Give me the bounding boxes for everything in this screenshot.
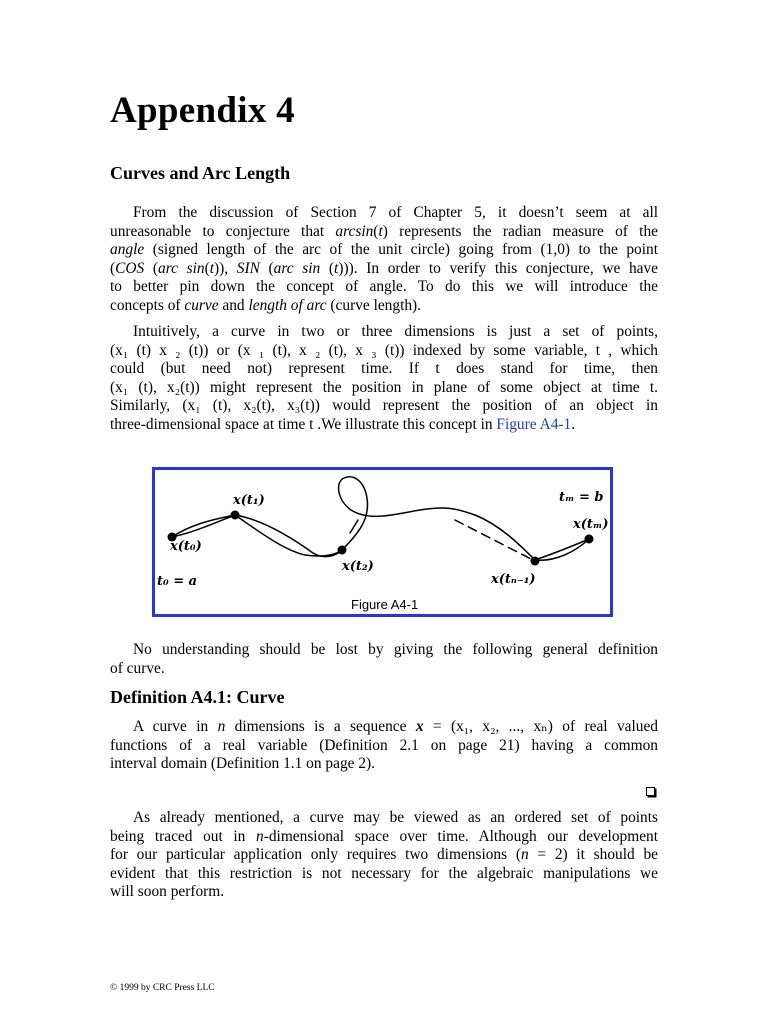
label-x-tm: x(tₘ)	[573, 517, 609, 532]
curve-segment	[350, 520, 358, 533]
text-line: being traced out in n-dimensional space over time. Although our development	[110, 827, 658, 845]
curve-segment	[235, 515, 342, 557]
label-x-t2: x(t₂)	[342, 559, 374, 574]
curve-segment	[235, 515, 342, 556]
paragraph-mentioned	[110, 809, 658, 902]
curve-diagram	[155, 470, 610, 614]
text-line: Similarly, (x₁ (t), x₂(t), x₃(t)) would represent the position of an object in	[110, 397, 658, 414]
text-line: (x₁ (t), x₂(t)) might represent the position in plane of some object at time t.	[110, 378, 658, 396]
label-x-t1: x(t₁)	[233, 493, 265, 508]
text-line: interval domain (Definition 1.1 on page 2).	[110, 755, 375, 772]
curve-segment	[475, 515, 535, 560]
curve-point	[231, 511, 240, 520]
text-line: angle (signed length of the arc of the unit circle) going from (1,0) to the point	[110, 241, 658, 258]
end-of-definition-box	[646, 787, 655, 796]
figure-a4-1	[152, 467, 613, 617]
definition-heading: Definition A4.1: Curve	[110, 687, 285, 707]
text-line: (x₁ (t) x ₂ (t)) or (x ₁ (t), x ₂ (t), x ₃ (t)) indexed by some variable, t , which	[110, 341, 658, 359]
text-line: will soon perform.	[110, 883, 225, 900]
figure-link[interactable]: Figure A4-1	[496, 415, 572, 433]
paragraph-general-definition	[110, 641, 658, 678]
text-line: concepts of curve and length of arc (curve length).	[110, 296, 422, 314]
text-line: Intuitively, a curve in two or three dimensions is just a set of points,	[133, 323, 658, 340]
label-tm-b: tₘ = b	[559, 490, 604, 505]
text-line: could (but need not) represent time. If t does stand for time, then	[110, 360, 658, 377]
text-line: functions of a real variable (Definition 2.1 on page 21) having a common	[110, 736, 658, 754]
text-line: A curve in n dimensions is a sequence x = (x₁, x₂, ..., xₙ) of real valued	[133, 718, 658, 735]
page-title: Appendix 4	[110, 90, 295, 131]
label-x-t0: x(t₀)	[170, 539, 202, 554]
curve-dashed-segment	[455, 520, 533, 560]
label-t0-a: t₀ = a	[157, 574, 198, 589]
figure-caption: Figure A4-1	[351, 597, 419, 612]
curve-point	[585, 535, 594, 544]
label-x-tn-1: x(tₙ₋₁)	[491, 572, 536, 587]
text-line: of curve.	[110, 659, 165, 677]
curve-point	[338, 546, 347, 555]
text-line: From the discussion of Section 7 of Chapter 5, it doesn’t seem at all	[133, 204, 658, 221]
text-line: for our particular application only requires two dimensions (n = 2) it should be	[110, 846, 658, 863]
definition-body	[110, 718, 658, 774]
text-line: As already mentioned, a curve may be viewed as an ordered set of points	[133, 809, 658, 826]
curve-segment	[172, 515, 235, 537]
text-line: No understanding should be lost by giving the following general definition	[133, 641, 658, 658]
text-line: to better pin down the concept of angle. To do this we will introduce the	[110, 278, 658, 295]
text-line: evident that this restriction is not necessary for the algebraic manipulations we	[110, 864, 658, 882]
copyright-footer: © 1999 by CRC Press LLC	[110, 983, 215, 993]
paragraph-intuition	[110, 323, 658, 434]
text-line: (COS (arc sin(t)), SIN (arc sin (t))). In order to verify this conjecture, we have	[110, 259, 659, 277]
curve-point	[531, 557, 540, 566]
section-heading: Curves and Arc Length	[110, 163, 291, 183]
curve-segment	[535, 539, 589, 560]
curve-segment	[339, 477, 475, 550]
text-line: three-dimensional space at time t .We illustrate this concept in Figure A4-1.	[110, 415, 576, 433]
text-line: unreasonable to conjecture that arcsin(t) represents the radian measure of the	[110, 222, 658, 240]
paragraph-intro	[110, 204, 658, 315]
